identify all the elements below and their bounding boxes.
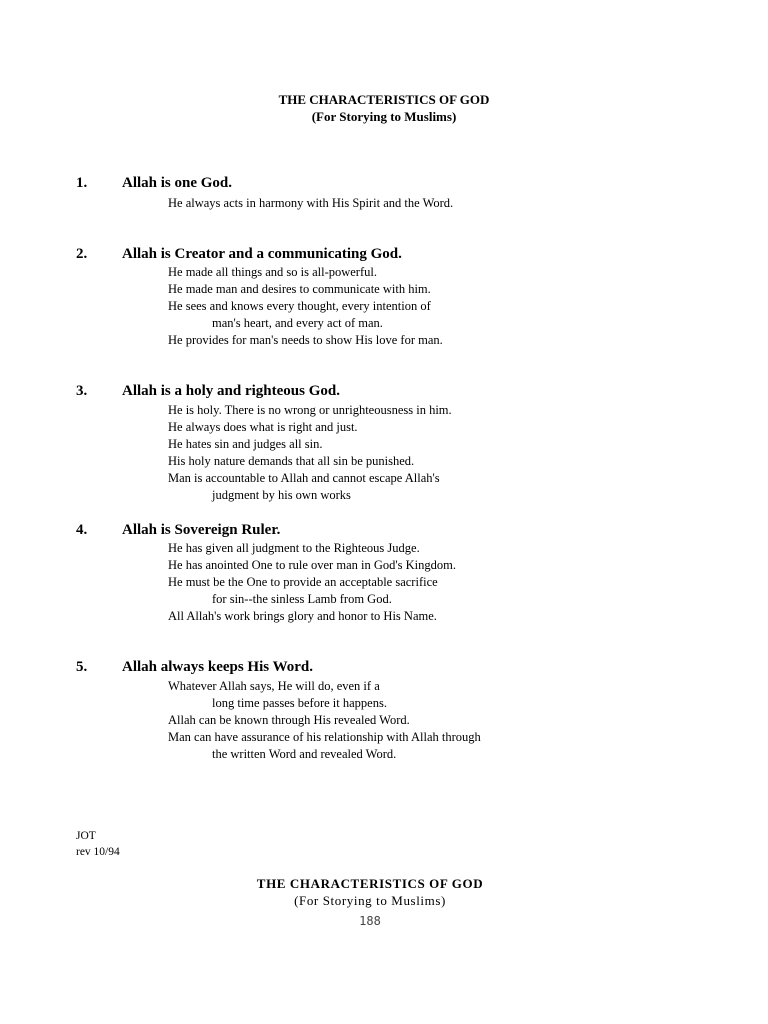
item-heading: Allah is Creator and a communicating God. xyxy=(122,246,402,262)
item-line: He provides for man's needs to show His love for man. xyxy=(168,333,443,347)
item-number: 5. xyxy=(76,659,88,675)
item-line: the written Word and revealed Word. xyxy=(212,747,397,761)
page-number: 188 xyxy=(359,914,381,928)
footer-subtitle: (For Storying to Muslims) xyxy=(294,893,446,908)
footer-revision: rev 10/94 xyxy=(76,846,120,858)
item-heading: Allah is a holy and righteous God. xyxy=(122,383,340,399)
item-line: He is holy. There is no wrong or unrighteousness in him. xyxy=(168,403,452,417)
footer-title: THE CHARACTERISTICS OF GOD xyxy=(256,876,484,891)
item-heading: Allah is Sovereign Ruler. xyxy=(122,522,281,538)
item-line: He sees and knows every thought, every intention of xyxy=(168,299,431,313)
footer-initials: JOT xyxy=(76,830,96,842)
item-number: 2. xyxy=(76,246,88,262)
document-title: THE CHARACTERISTICS OF GOD xyxy=(278,92,490,107)
item-number: 4. xyxy=(76,522,88,538)
item-line: Allah can be known through His revealed Word. xyxy=(168,713,410,727)
item-number: 1. xyxy=(76,175,88,191)
item-line: He made man and desires to communicate with him. xyxy=(168,282,431,296)
item-line: He has given all judgment to the Righteous Judge. xyxy=(168,541,420,555)
item-line: All Allah's work brings glory and honor to His Name. xyxy=(168,609,437,623)
item-line: Man is accountable to Allah and cannot escape Allah's xyxy=(168,471,440,485)
item-line: judgment by his own works xyxy=(212,488,351,502)
item-line: long time passes before it happens. xyxy=(212,696,387,710)
item-line: He made all things and so is all-powerful. xyxy=(168,265,377,279)
item-line: Whatever Allah says, He will do, even if a xyxy=(168,679,380,693)
item-line: He always acts in harmony with His Spirit and the Word. xyxy=(168,196,454,210)
item-line: Man can have assurance of his relationship with Allah through xyxy=(168,730,481,744)
document-subtitle: (For Storying to Muslims) xyxy=(311,109,457,124)
item-line: for sin--the sinless Lamb from God. xyxy=(212,592,392,606)
item-heading: Allah always keeps His Word. xyxy=(122,659,314,675)
item-line: man's heart, and every act of man. xyxy=(212,316,383,330)
item-line: He must be the One to provide an acceptable sacrifice xyxy=(168,575,438,589)
item-line: He hates sin and judges all sin. xyxy=(168,437,323,451)
item-line: His holy nature demands that all sin be punished. xyxy=(168,454,415,468)
item-line: He always does what is right and just. xyxy=(168,420,358,434)
item-number: 3. xyxy=(76,383,88,399)
item-line: He has anointed One to rule over man in God's Kingdom. xyxy=(168,558,456,572)
item-heading: Allah is one God. xyxy=(122,175,233,191)
